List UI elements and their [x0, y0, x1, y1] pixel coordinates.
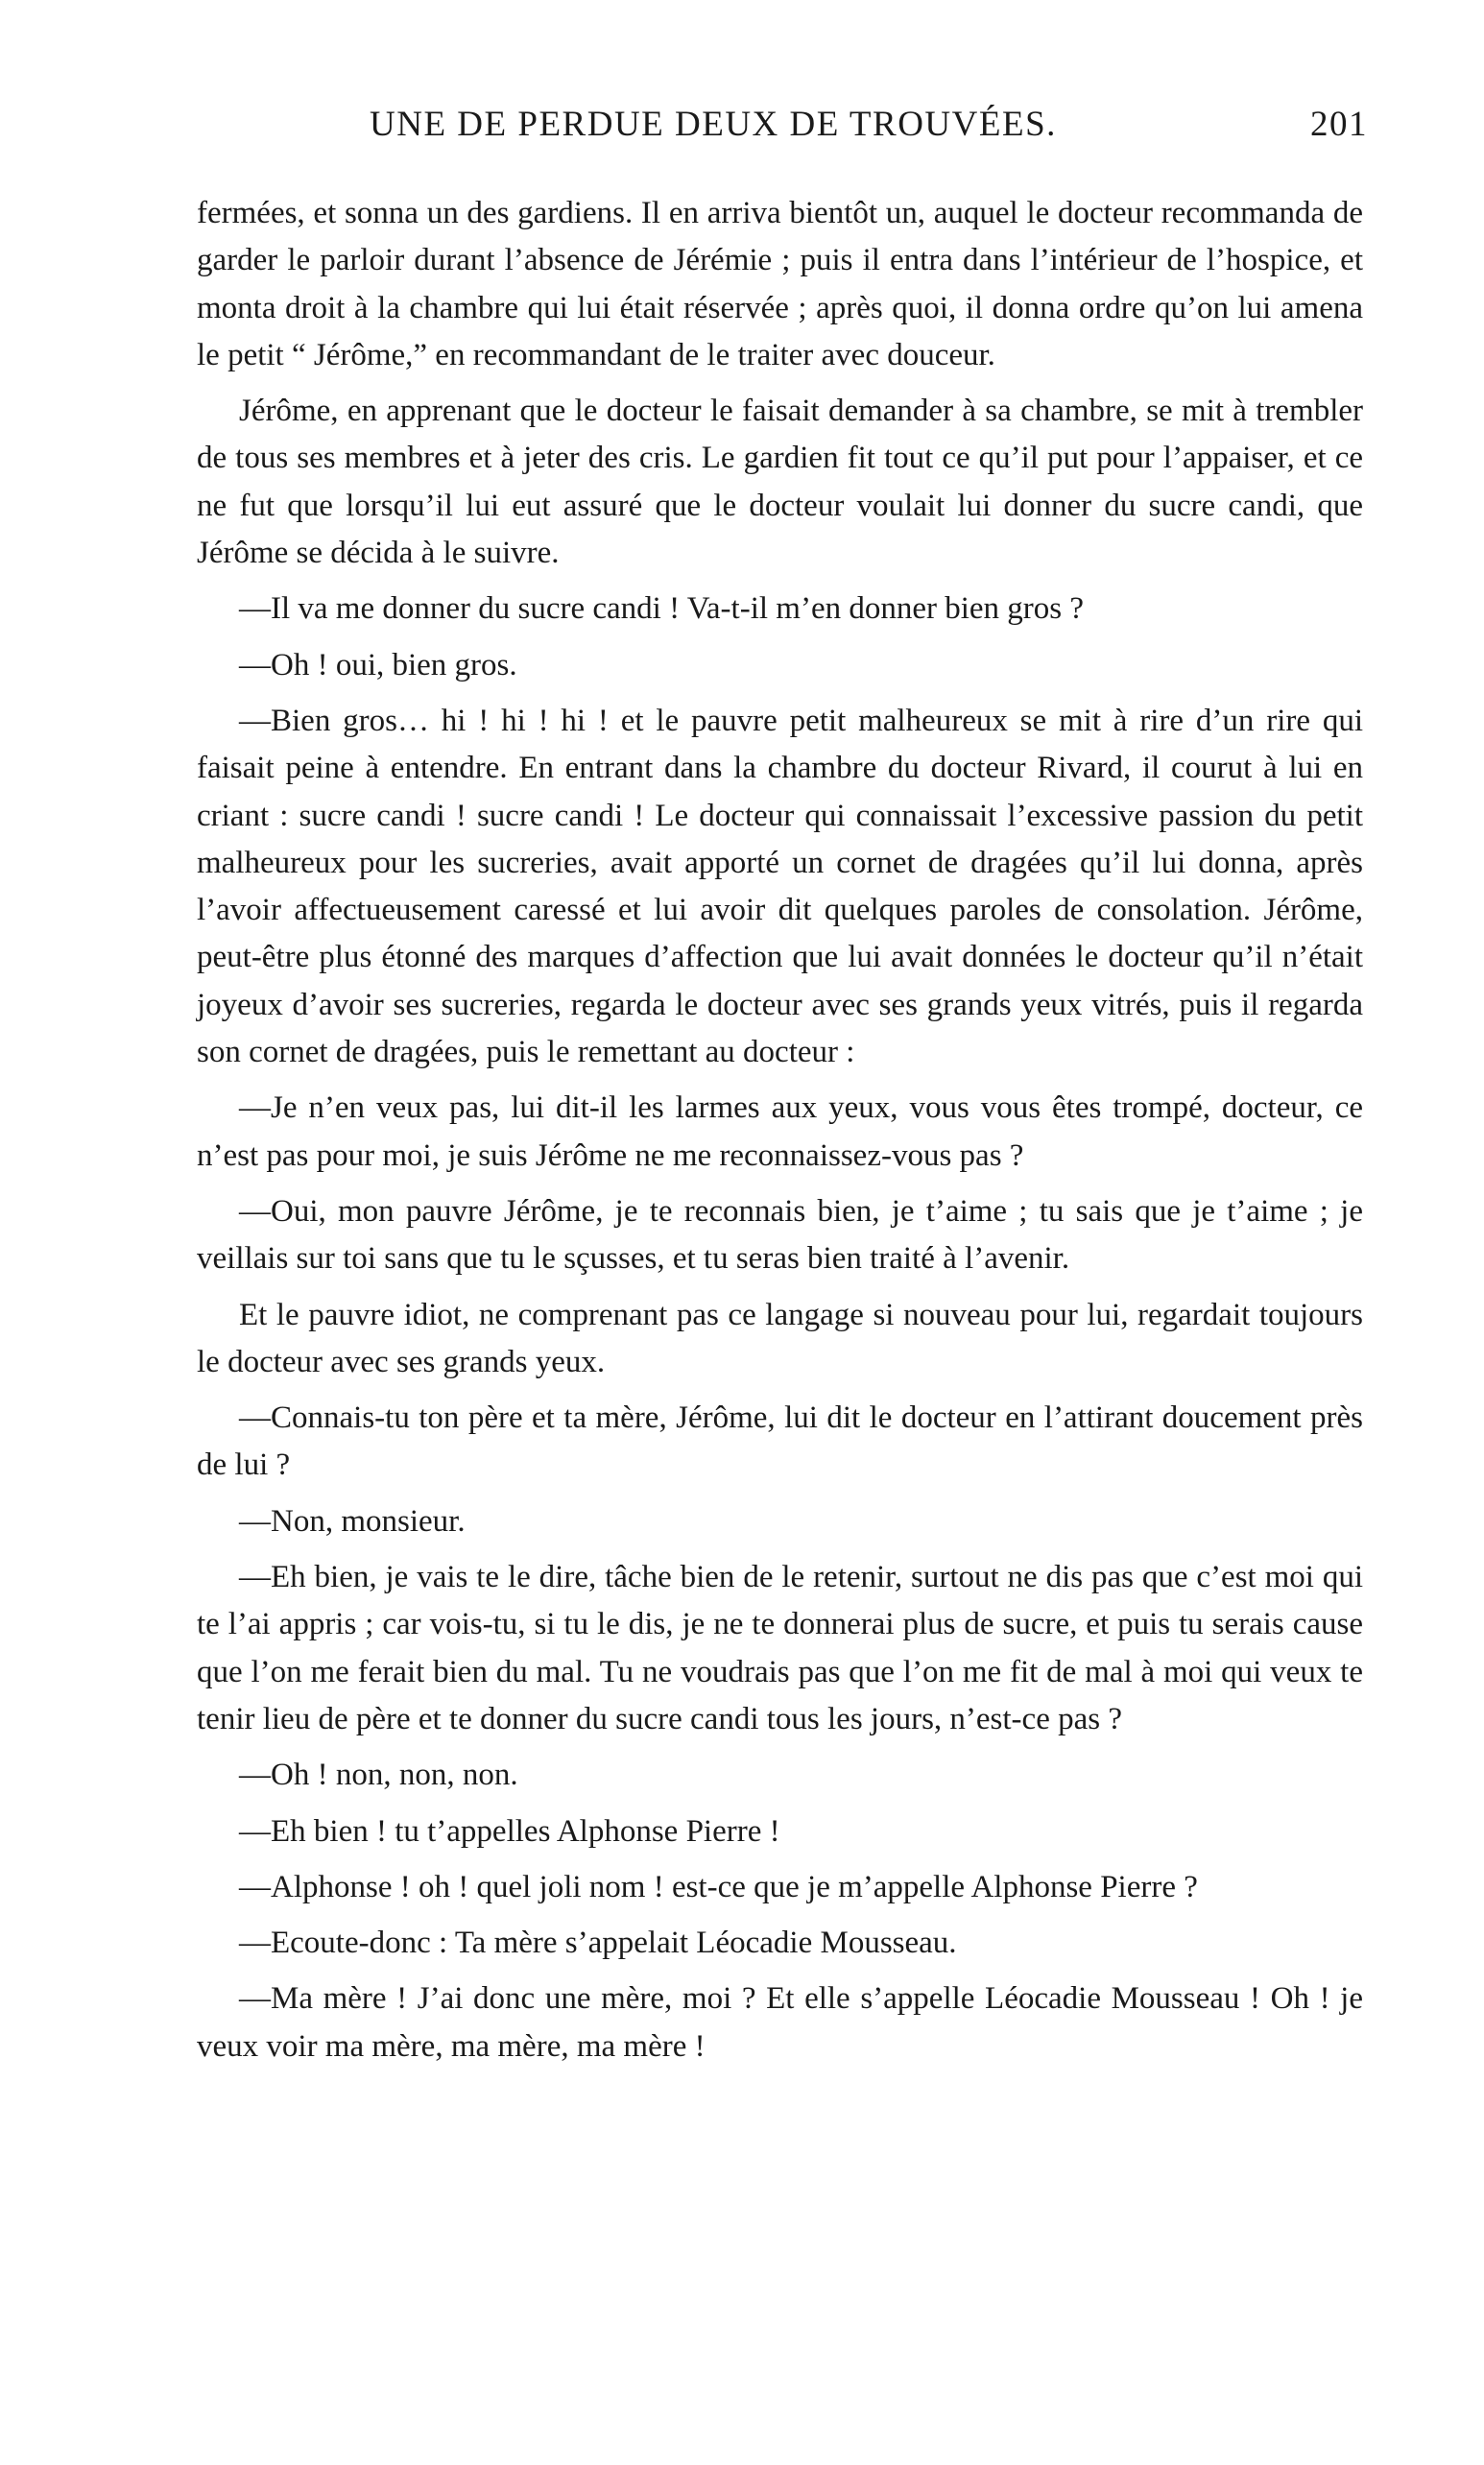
- paragraph: —Non, monsieur.: [239, 1503, 466, 1539]
- page-number: 201: [1310, 105, 1368, 144]
- paragraph: —Ma mère ! J’ai donc une mère, moi ? Et elle s’appelle Léocadie Mousseau ! Oh ! je veux voir ma mère, ma mère, ma mère !: [197, 1981, 1363, 2064]
- paragraph: —Connais-tu ton père et ta mère, Jérôme, lui dit le docteur en l’attirant doucement près de lui ?: [197, 1400, 1363, 1483]
- paragraph: —Ecoute-donc : Ta mère s’appelait Léocadie Mousseau.: [239, 1926, 957, 1961]
- paragraph: —Oh ! oui, bien gros.: [239, 647, 517, 682]
- paragraph: Et le pauvre idiot, ne comprenant pas ce langage si nouveau pour lui, regardait toujours le docteur avec ses grands yeux.: [197, 1297, 1363, 1379]
- paragraph: —Eh bien, je vais te le dire, tâche bien de le retenir, surtout ne dis pas que c’est moi qui te l’ai appris ; car vois-tu, si tu le dis, je ne te donnerai plus de sucre, et puis tu serais cause que l’on me ferait bien du mal. Tu ne voudrais pas que l’on me fit de mal à moi qui veux te tenir lieu de père et te donner du sucre candi tous les jours, n’est-ce pas ?: [197, 1560, 1363, 1736]
- paragraph: fermées, et sonna un des gardiens. Il en arriva bientôt un, auquel le docteur recommanda de garder le parloir durant l’absence de Jérémie ; puis il entra dans l’intérieur de l’hospice, et monta droit à la chambre qui lui était réservée ; après quoi, il donna ordre qu’on lui amena le petit “ Jérôme,” en recommandant de le traiter avec douceur.: [197, 196, 1363, 372]
- paragraph: —Bien gros… hi ! hi ! hi ! et le pauvre petit malheureux se mit à rire d’un rire qui faisait peine à entendre. En entrant dans la chambre du docteur Rivard, il courut à lui en criant : sucre candi ! sucre candi ! Le docteur qui connaissait l’excessive passion du petit malheureux pour les sucreries, avait apporté un cornet de dragées qu’il lui donna, après l’avoir affectueusement caressé et lui avoir dit quelques paroles de consolation. Jérôme, peut-être plus étonné des marques d’affection que lui avait données le docteur qu’il n’était joyeux d’avoir ses sucreries, regarda le docteur avec ses grands yeux vitrés, puis il regarda son cornet de dragées, puis le remettant au docteur :: [197, 703, 1363, 1070]
- paragraph: Jérôme, en apprenant que le docteur le faisait demander à sa chambre, se mit à trembler de tous ses membres et à jeter des cris. Le gardien fit tout ce qu’il put pour l’appaiser, et ce ne fut que lorsqu’il lui eut assuré que le docteur voulait lui donner du sucre candi, que Jérôme se décida à le suivre.: [197, 394, 1363, 571]
- paragraph: —Eh bien ! tu t’appelles Alphonse Pierre !: [239, 1813, 780, 1849]
- running-title: UNE DE PERDUE DEUX DE TROUVÉES.: [370, 105, 1057, 144]
- body-text: [197, 190, 1363, 2070]
- paragraph: —Il va me donner du sucre candi ! Va-t-il m’en donner bien gros ?: [239, 591, 1085, 627]
- paragraph: —Alphonse ! oh ! quel joli nom ! est-ce que je m’appelle Alphonse Pierre ?: [239, 1869, 1198, 1904]
- paragraph: —Oui, mon pauvre Jérôme, je te reconnais bien, je t’aime ; tu sais que je t’aime ; je veillais sur toi sans que tu le sçusses, et tu seras bien traité à l’avenir.: [197, 1193, 1363, 1277]
- paragraph: —Je n’en veux pas, lui dit-il les larmes aux yeux, vous vous êtes trompé, docteur, ce n’est pas pour moi, je suis Jérôme ne me reconnaissez-vous pas ?: [197, 1090, 1363, 1173]
- running-head: [197, 104, 1368, 161]
- paragraph: —Oh ! non, non, non.: [239, 1758, 518, 1793]
